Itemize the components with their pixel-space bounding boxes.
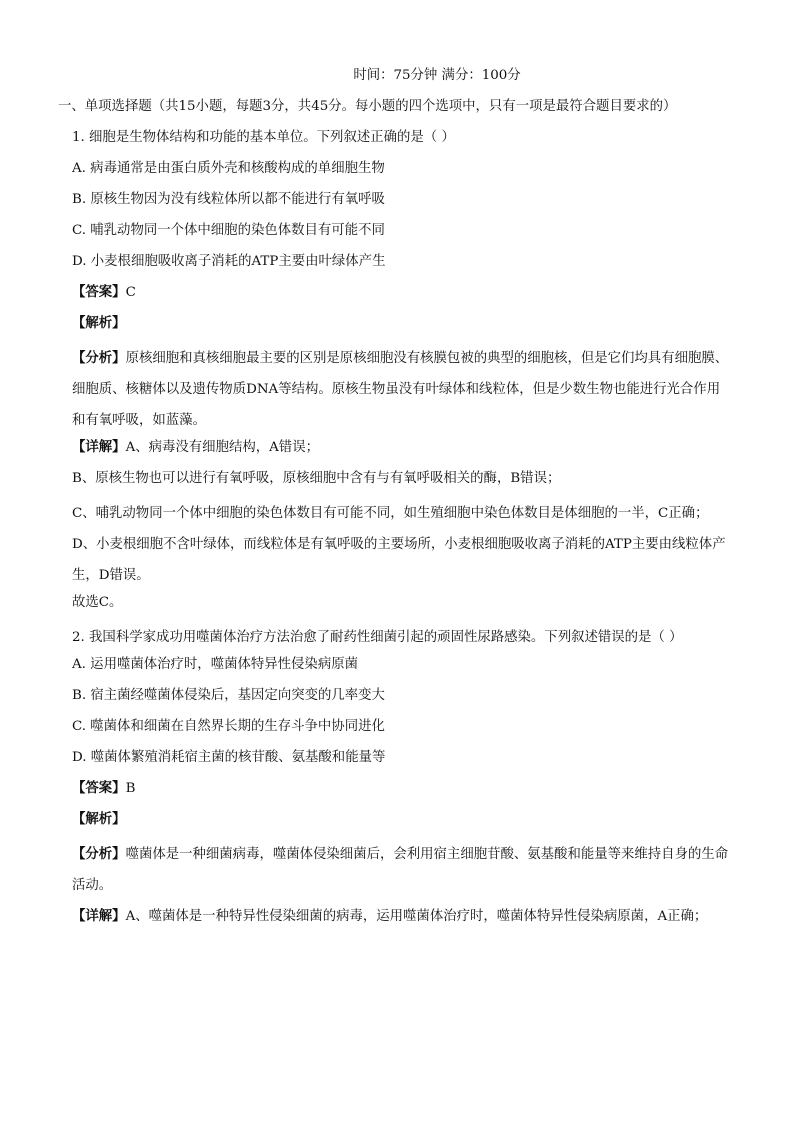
q1-option-b: B. 原核生物因为没有线粒体所以都不能进行有氧呼吸 (72, 192, 385, 207)
fenxi-text: 噬菌体是一种细菌病毒，噬菌体侵染细菌后，会利用宿主细胞苷酸、氨基酸和能量等来维持自身的生命活动。 (72, 847, 729, 893)
q2-option-d: D. 噬菌体繁殖消耗宿主菌的核苷酸、氨基酸和能量等 (72, 750, 386, 765)
answer-label: 【答案】 (72, 285, 126, 300)
q1-detail-b: B、原核生物也可以进行有氧呼吸，原核细胞中含有与有氧呼吸相关的酶，B错误； (72, 471, 561, 486)
q1-conclusion: 故选C。 (72, 595, 123, 610)
time-score-line: 时间：75分钟 满分：100分 (353, 68, 521, 83)
q2-option-a: A. 运用噬菌体治疗时，噬菌体特异性侵染病原菌 (72, 657, 358, 672)
q1-analysis-heading (72, 312, 732, 343)
q1-fenxi (72, 343, 732, 436)
section-title: 一、单项选择题（共15小题，每题3分，共45分。每小题的四个选项中，只有一项是最符合题目要求的） (58, 99, 677, 114)
analysis-label: 【解析】 (72, 316, 126, 331)
q1-answer (72, 281, 732, 312)
fenxi-text: 原核细胞和真核细胞最主要的区别是原核细胞没有核膜包被的典型的细胞核，但是它们均具有细胞膜、细胞质、核糖体以及遗传物质DNA等结构。原核生物虽没有叶绿体和线粒体，但是少数生物也能进行光合作用和有氧呼吸，如蓝藻。 (72, 351, 729, 428)
q1-detail-d: D、小麦根细胞不含叶绿体，而线粒体是有氧呼吸的主要场所，小麦根细胞吸收离子消耗的ATP主要由线粒体产生，D错误。 (72, 537, 726, 583)
answer-label: 【答案】 (72, 781, 126, 796)
q1-option-c: C. 哺乳动物同一个体中细胞的染色体数目有可能不同 (72, 223, 385, 238)
analysis-label: 【解析】 (72, 812, 126, 827)
q1-stem: 1. 细胞是生物体结构和功能的基本单位。下列叙述正确的是（ ） (72, 130, 455, 145)
fenxi-label: 【分析】 (72, 351, 126, 366)
answer-value: C (125, 285, 136, 300)
detail-a-text: A、病毒没有细胞结构，A错误； (125, 440, 319, 455)
q2-detail-a (72, 901, 732, 932)
q2-analysis-heading (72, 808, 732, 839)
q2-answer (72, 777, 732, 808)
q1-option-a: A. 病毒通常是由蛋白质外壳和核酸构成的单细胞生物 (72, 161, 385, 176)
detail-a-text: A、噬菌体是一种特异性侵染细菌的病毒，运用噬菌体治疗时，噬菌体特异性侵染病原菌，A正确； (125, 909, 708, 924)
exam-page (58, 64, 732, 932)
q1-detail-c: C、哺乳动物同一个体中细胞的染色体数目有可能不同，如生殖细胞中染色体数目是体细胞的一半，C正确； (72, 506, 709, 521)
xiangjie-label: 【详解】 (72, 909, 126, 924)
xiangjie-label: 【详解】 (72, 440, 126, 455)
answer-value: B (125, 781, 136, 796)
q2-stem: 2. 我国科学家成功用噬菌体治疗方法治愈了耐药性细菌引起的顽固性尿路感染。下列叙述错误的是（ ） (72, 630, 683, 645)
q2-option-c: C. 噬菌体和细菌在自然界长期的生存斗争中协同进化 (72, 719, 385, 734)
q2-fenxi (72, 839, 732, 901)
q1-detail-a (72, 436, 732, 467)
q2-option-b: B. 宿主菌经噬菌体侵染后，基因定向突变的几率变大 (72, 688, 385, 703)
fenxi-label: 【分析】 (72, 847, 126, 862)
q1-option-d: D. 小麦根细胞吸收离子消耗的ATP主要由叶绿体产生 (72, 254, 386, 269)
